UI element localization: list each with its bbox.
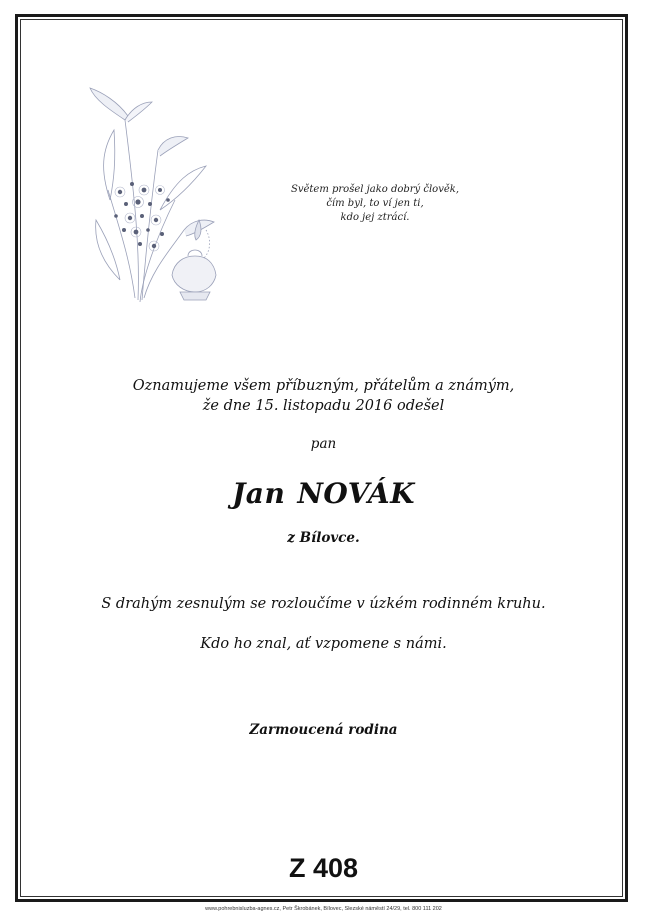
first-name: Jan: [232, 477, 286, 510]
remember-text: Kdo ho znal, ať vzpomene s námi.: [200, 636, 447, 652]
announcement: [0, 376, 647, 416]
motto-line: Světem prošel jako dobrý člověk,: [290, 184, 460, 195]
flower-illustration: [80, 80, 230, 310]
origin: z Bílovce.: [287, 530, 360, 546]
motto-line: kdo jej ztrácí.: [340, 212, 410, 223]
last-name: NOVÁK: [297, 477, 415, 510]
motto: [285, 183, 465, 225]
announcement-line: že dne 15. listopadu 2016 odešel: [202, 398, 445, 414]
deceased-name: [0, 477, 647, 510]
document-code: Z 408: [288, 853, 359, 883]
signature: Zarmoucená rodina: [249, 722, 398, 738]
announcement-line: Oznamujeme všem příbuzným, přátelům a známým,: [132, 378, 515, 394]
footer-text: www.pohrebnisluzba-agnes.cz, Petr Škrobánek, Bílovec, Slezské náměstí 24/29, tel. 800 111 202: [205, 906, 442, 912]
title-word: pan: [310, 436, 337, 452]
farewell-text: S drahým zesnulým se rozloučíme v úzkém rodinném kruhu.: [101, 596, 546, 612]
motto-line: čím byl, to ví jen ti,: [326, 198, 424, 209]
